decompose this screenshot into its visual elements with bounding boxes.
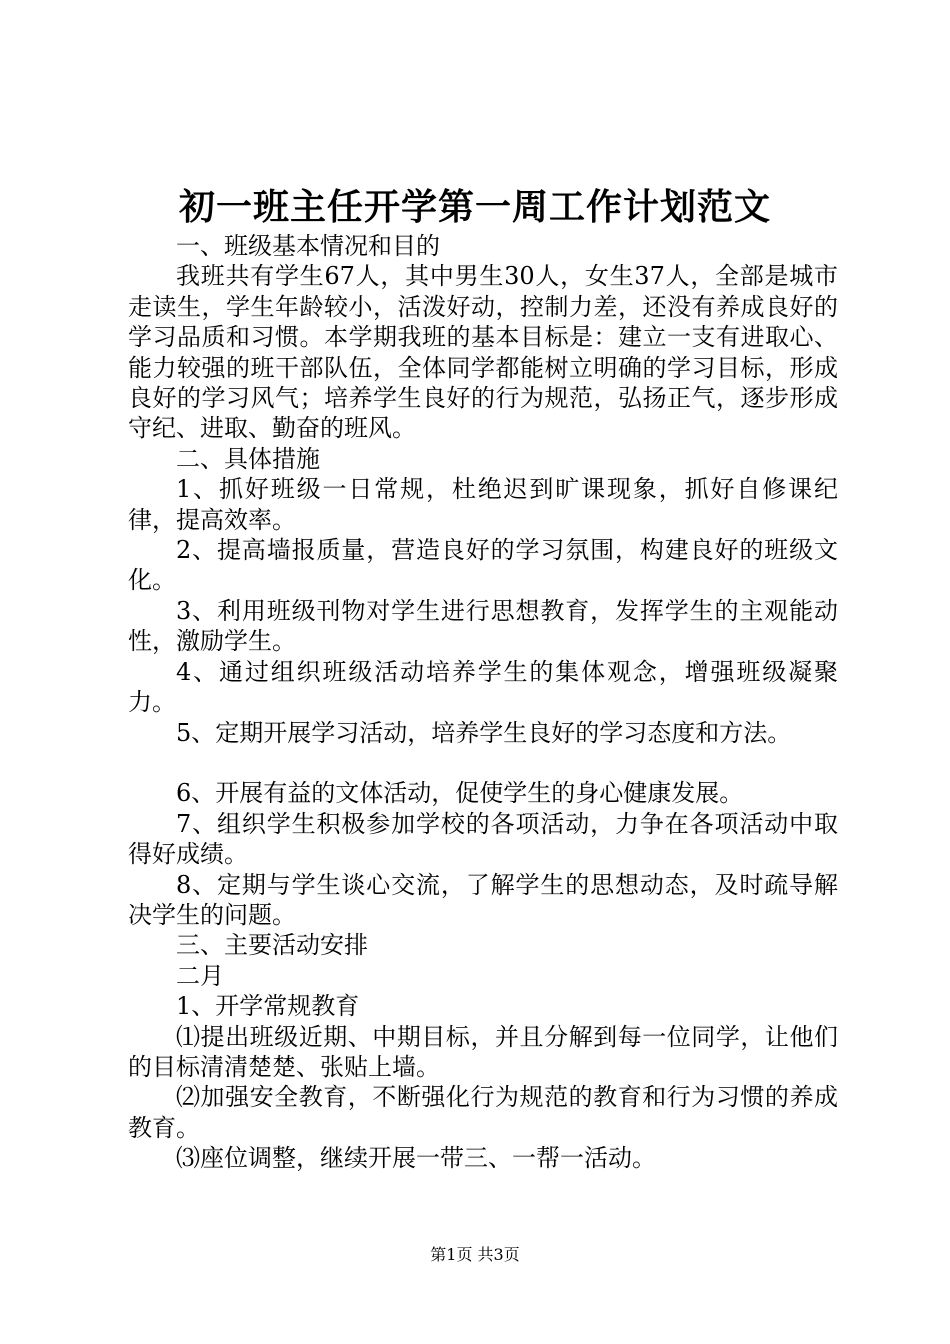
document-title: 初一班主任开学第一周工作计划范文: [178, 186, 771, 228]
document-body: [128, 231, 838, 1174]
measure-item-2: 2、提高墙报质量，营造良好的学习氛围，构建良好的班级文化。: [128, 536, 838, 595]
measure-item-8: 8、定期与学生谈心交流，了解学生的思想动态，及时疏导解决学生的问题。: [128, 870, 838, 929]
activity-subitem-1: ⑴提出班级近期、中期目标，并且分解到每一位同学，让他们的目标清清楚楚、张贴上墙。: [128, 1022, 838, 1081]
measure-item-3: 3、利用班级刊物对学生进行思想教育，发挥学生的主观能动性，激励学生。: [128, 596, 838, 656]
paragraph-class-overview: 我班共有学生67人，其中男生30人，女生37人，全部是城市走读生，学生年龄较小，活泼好动，控制力差，还没有养成良好的学习品质和习惯。本学期我班的基本目标是：建立一支有进取心、能力较强的班干部队伍，全体同学都能树立明确的学习目标，形成良好的学习风气；培养学生良好的行为规范，弘扬正气，逐步形成守纪、进取、勤奋的班风。: [128, 262, 838, 443]
measure-item-1: 1、抓好班级一日常规，杜绝迟到旷课现象，抓好自修课纪律，提高效率。: [128, 475, 838, 534]
section-heading-measures: 二、具体措施: [176, 444, 320, 473]
page-number-footer: 第1页 共3页: [430, 1245, 520, 1264]
section-heading-basic-info: 一、班级基本情况和目的: [176, 232, 440, 260]
section-heading-activities: 三、主要活动安排: [176, 931, 368, 960]
measure-item-6: 6、开展有益的文体活动，促使学生的身心健康发展。: [176, 779, 744, 808]
activity-subitem-3: ⑶座位调整，继续开展一带三、一帮一活动。: [176, 1144, 656, 1173]
measure-item-7: 7、组织学生积极参加学校的各项活动，力争在各项活动中取得好成绩。: [128, 809, 838, 869]
activity-subitem-2: ⑵加强安全教育，不断强化行为规范的教育和行为习惯的养成教育。: [128, 1083, 838, 1142]
month-heading-february: 二月: [176, 961, 224, 990]
measure-item-5: 5、定期开展学习活动，培养学生良好的学习态度和方法。: [176, 718, 792, 747]
activity-heading-1: 1、开学常规教育: [176, 992, 360, 1021]
measure-item-4: 4、通过组织班级活动培养学生的集体观念，增强班级凝聚力。: [128, 657, 838, 717]
